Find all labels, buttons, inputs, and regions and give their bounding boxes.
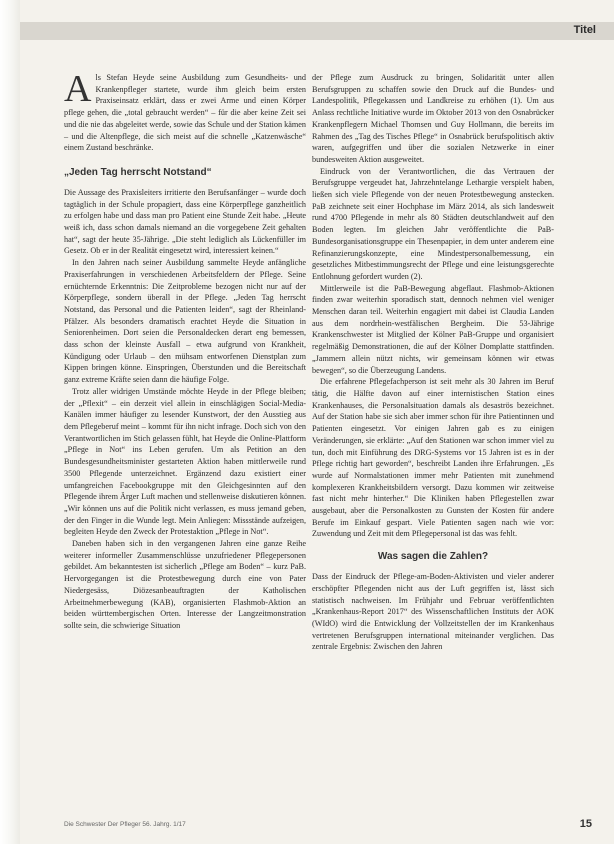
section-title: Titel <box>573 24 596 36</box>
right-column <box>312 72 554 653</box>
subheading-notstand: „Jeden Tag herrscht Notstand“ <box>64 166 212 178</box>
subheading-zahlen: Was sagen die Zahlen? <box>377 551 489 563</box>
page-binding-edge <box>0 0 20 844</box>
journal-footer: Die Schwester Der Pfleger 56. Jahrg. 1/17 <box>64 821 186 828</box>
drop-cap: A <box>64 68 92 110</box>
body-paragraph: Dass der Eindruck der Pflege-am-Boden-Aktivisten und vieler anderer erschöpfter Pflegenden nicht aus der Luft gegriffen ist, lässt sich statistisch nachweisen. Im Frühjahr und Februar veröffentlichten „Krankenhaus-Report 2017“ des Wissenschaftlichen Instituts der AOK (WIdO) wird die Entwicklung der Vollzeitstellen der im Krankenhaus vertretenen Berufsgruppen international miteinander verglichen. Das zentrale Ergebnis: Zwischen den Jahren <box>312 572 554 652</box>
header-band <box>20 22 614 40</box>
body-paragraph: Daneben haben sich in den vergangenen Jahren eine ganze Reihe weiterer informeller Zusammenschlüsse unzufriedener Pflegepersonen gebildet. Am bekanntesten ist sicherlich „Pflege am Boden“ – kurz PaB. Hervorgegangen ist die Protestbewegung durch eine von Pater Niedergesäss, Diözesanbeauftragten der Katholischen Arbeitnehmerbewegung (KAB), organisierten Flashmob-Aktion an beiden württembergischen Orten. Interesse der Langzeitmonstration sollte sein, die schwierige Situation <box>64 539 306 630</box>
body-paragraph: Eindruck von der Verantwortlichen, die das Vertrauen der Berufsgruppe vergeudet hat, Jahrzehntelange Lethargie verspielt haben, ließen sich viele Pflegende von der neuen Protestbewegung anstecken. PaB zeichnete seit einer Hochphase im März 2014, als sich landesweit rund 4700 Pflegende in mehr als 80 Städten deutschlandweit auf den Boden legten. Im gleichen Jahr veröffentlichte die PaB-Bundesorganisationsgruppe ein Thesenpapier, in dem unter anderem eine Refinanzierungskonzepte, eine Mindestpersonalbemessung, ein gesetzliches Mitbestimmungsrecht der Pflege und eine leistungsgerechte Entlohnung gefordert wurden (2). <box>312 166 554 281</box>
body-paragraph: der Pflege zum Ausdruck zu bringen, Solidarität unter allen Berufsgruppen zu schaffen sowie den Druck auf die Bundes- und Landespolitik, Pflegekassen und Landkreise zu erhöhen (1). Um aus Anlass rechtliche Initiative wurde im Oktober 2013 von den Osnabrücker Krankenpflegern Michael Thomsen und Guy Hollmann, die bereits im Rahmen des „Tag des Tisches Pflege“ in Osnabrück berufspolitisch aktiv waren, aufgegriffen und über die sozialen Netzwerke in einer bundesweiten Aktion ausgeweitet. <box>312 73 554 164</box>
body-paragraph: In den Jahren nach seiner Ausbildung sammelte Heyde anfängliche Praxiserfahrungen in verschiedenen Arbeitsfeldern der Pflege. Seine ernüchternde Erkenntnis: Die Zeitprobleme bezogen nicht nur auf der Körperpflege, sondern überall in der Pflege. „Jeden Tag herrscht Notstand, das Personal und die Patienten leiden“, sagt der Rheinland-Pfälzer. Als besonders dramatisch erachtet Heyde die Situation in Seniorenheimen. Dort seien die Personaldecken derart eng bemessen, dass schon der kleinste Ausfall – etwa aufgrund von Krankheit, Kündigung oder Urlaub – den mühsam entworfenen Dienstplan zum Kippen bringen könne. Einspringen, Überstunden und die Bereitschaft ganz extreme Kräfte seien dann die häufige Folge. <box>64 258 306 385</box>
intro-text: ls Stefan Heyde seine Ausbildung zum Gesundheits- und Krankenpfleger startete, wurde ihm gleich beim ersten Praxiseinsatz erklärt, dass er zwei Arme und einen Körper pflege gehen, die „total gebraucht werden“ – für die aber keine Zeit sei und die nie das abgeleitet werde, sowie das Schule und der Station kämen – und die Altenpflege, die sich meist auf die schnelle „Katzenwäsche“ einem Zustand beschränke. <box>64 73 306 153</box>
body-paragraph: Mittlerweile ist die PaB-Bewegung abgeflaut. Flashmob-Aktionen finden zwar weiterhin sporadisch statt, dennoch nehmen viel weniger Menschen daran teil. Weiterhin engagiert mit dabei ist Claudia Landen aus dem nordrhein-westfälischen Bergheim. Die 53-Jährige Krankenschwester ist Mitglied der Kölner PaB-Gruppe und organisiert regelmäßig Demonstrationen, die auf der Kölner Domplatte stattfinden. „Jammern allein nützt nichts, wir gemeinsam können wir etwas bewegen“, so die Überzeugung Landens. <box>312 283 554 375</box>
intro-paragraph <box>64 68 306 154</box>
body-paragraph: Trotz aller widrigen Umstände möchte Heyde in der Pflege bleiben; der „Pflexit“ – ein derzeit viel allein in einschlägigen Social-Media-Kanälen immer häufiger zu lesender Kunstwort, der den Ausstieg aus dem Pflegeberuf meint – kommt für ihn nicht infrage. Doch sich von den Verantwortlichen im Stich gelassen fühlt, hat Heyde die Online-Plattform „Pflege in Not“ ins Leben gerufen. Um als Petition an den Bundesgesundheitsminister gestarteten Aktion haben mittlerweile rund 3500 Pflegende unterzeichnet. Ergänzend dazu existiert einer umfangreichen Facebookgruppe mit den Gleichgesinnten auf den Pflegende ihrem Ärger Luft machen und stellenweise diskutieren können. „Wir können uns auf die Politik nicht verlassen, es muss jemand geben, der den Finger in die Wunde legt. Mein Anliegen: Missstände aufzeigen, begleiten Heyde den Zweck der Protestaktion „Pflege in Not“. <box>64 386 306 537</box>
body-paragraph: Die erfahrene Pflegefachperson ist seit mehr als 30 Jahren im Beruf tätig, die Hälfte davon auf einer internistischen Station eines Krankenhauses, die Personalsituation damals als desaströs bezeichnet. Auf der Station habe sie sich aber immer schon für ihre Patientinnen und Patienten eingesetzt. Vor einigen Jahren gab es zu einigen Veränderungen, sie erklärte: „Auf den Stationen war schon immer viel zu tun, doch mit Einführung des DRG-Systems vor 15 Jahren ist es in der Pflege richtig hart geworden“, beschreibt Landen ihre Erfahrungen. „Es wurde auf Normalstationen immer mehr Patienten mit zunehmend komplexeren Krankheitsbildern versorgt. Dazu kommen wir zeitweise fast nicht mehr hinterher.“ Die Kliniken haben Pflegestellen zwar ausgebaut, aber die Personalkosten zu Gunsten der Kosten für andere Berufe im Einkauf gespart. Viele Patienten sagen nach wie vor: Zuwendung und Zeit mit dem Pflegepersonal ist das was fehlt. <box>312 377 554 539</box>
left-column <box>64 68 306 632</box>
body-paragraph: Die Aussage des Praxisleiters irritierte den Berufsanfänger – wurde doch tagtäglich in der Schule propagiert, dass eine Körperpflege ganzheitlich zu erfolgen habe und dass man pro Patient eine Stunde Zeit habe. „Heute weiß ich, dass schon damals niemand an die vorgegebene Zeit gehalten hat“, sagt der heute 35-Jährige. „Die steht lediglich als Lückenfüller im Gesetz. Ob er in der Realität eingesetzt wird, interessiert keinen.“ <box>64 187 306 256</box>
page-number: 15 <box>579 818 592 830</box>
